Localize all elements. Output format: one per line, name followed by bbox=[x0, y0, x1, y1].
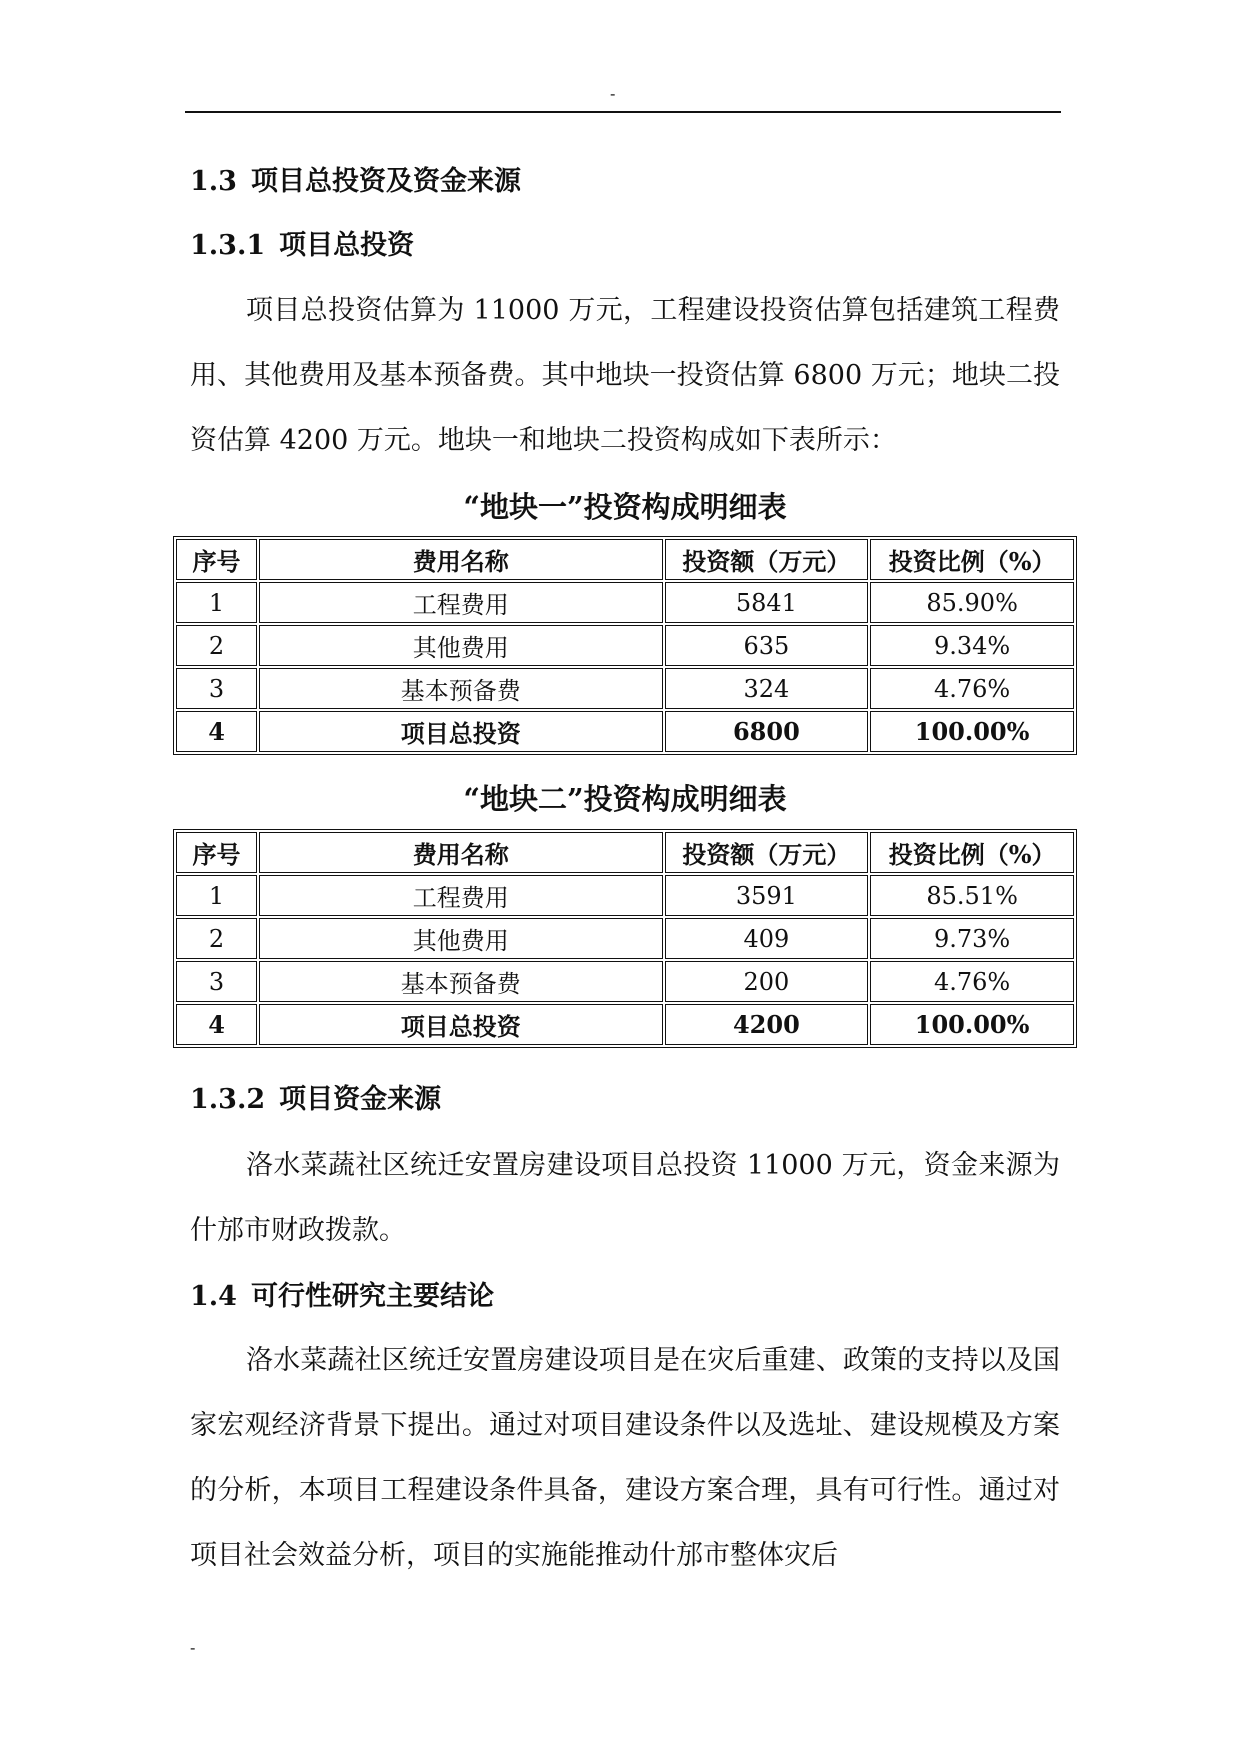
paragraph-funding-source: 洛水菜蔬社区统迁安置房建设项目总投资 11000 万元，资金来源为什邡市财政拨款。 bbox=[190, 1150, 1060, 1246]
table-cell: 3 bbox=[176, 961, 257, 1002]
header-mark: - bbox=[610, 84, 616, 103]
table-caption-plot-1: “地块一”投资构成明细表 bbox=[463, 490, 787, 524]
table-caption-plot-2: “地块二”投资构成明细表 bbox=[463, 782, 787, 816]
table-cell: 9.34% bbox=[870, 625, 1074, 666]
table-cell: 200 bbox=[665, 961, 869, 1002]
table-row bbox=[176, 625, 1074, 666]
section-number: 1.3 bbox=[190, 166, 237, 197]
section-heading-1-3 bbox=[190, 165, 521, 199]
section-number: 1.3.2 bbox=[190, 1084, 266, 1115]
paragraph-feasibility-conclusion: 洛水菜蔬社区统迁安置房建设项目是在灾后重建、政策的支持以及国家宏观经济背景下提出。通过对项目建设条件以及选址、建设规模及方案的分析，本项目工程建设条件具备，建设方案合理，具有可行性。通过对项目社会效益分析，项目的实施能推动什邡市整体灾后 bbox=[190, 1345, 1060, 1571]
table-cell: 工程费用 bbox=[259, 582, 662, 623]
table-total-row bbox=[176, 1004, 1074, 1045]
section-number: 1.4 bbox=[190, 1281, 237, 1312]
table-cell: 635 bbox=[665, 625, 869, 666]
table-cell: 基本预备费 bbox=[259, 961, 662, 1002]
table-cell: 6800 bbox=[665, 711, 869, 752]
column-header: 投资比例（%） bbox=[870, 832, 1074, 873]
investment-table-plot-2 bbox=[173, 829, 1077, 1048]
footer-mark: - bbox=[190, 1638, 196, 1657]
column-header: 序号 bbox=[176, 832, 257, 873]
table-cell: 9.73% bbox=[870, 918, 1074, 959]
section-title: 项目资金来源 bbox=[279, 1084, 442, 1115]
table-cell: 项目总投资 bbox=[259, 711, 662, 752]
column-header: 费用名称 bbox=[259, 832, 662, 873]
table-cell: 100.00% bbox=[870, 711, 1074, 752]
column-header: 投资额（万元） bbox=[665, 539, 869, 580]
table-cell: 4 bbox=[176, 711, 257, 752]
table-cell: 工程费用 bbox=[259, 875, 662, 916]
table-cell: 3591 bbox=[665, 875, 869, 916]
section-heading-1-3-1 bbox=[190, 229, 414, 263]
table-row bbox=[176, 918, 1074, 959]
table-cell: 2 bbox=[176, 918, 257, 959]
table-row bbox=[176, 961, 1074, 1002]
table-cell: 4200 bbox=[665, 1004, 869, 1045]
table-row bbox=[176, 582, 1074, 623]
table-cell: 100.00% bbox=[870, 1004, 1074, 1045]
table-cell: 其他费用 bbox=[259, 625, 662, 666]
table-cell: 409 bbox=[665, 918, 869, 959]
table-cell: 4.76% bbox=[870, 668, 1074, 709]
column-header: 费用名称 bbox=[259, 539, 662, 580]
table-cell: 1 bbox=[176, 582, 257, 623]
table-total-row bbox=[176, 711, 1074, 752]
investment-table-plot-1 bbox=[173, 536, 1077, 755]
table-cell: 5841 bbox=[665, 582, 869, 623]
table-cell: 324 bbox=[665, 668, 869, 709]
table-cell: 其他费用 bbox=[259, 918, 662, 959]
table-cell: 3 bbox=[176, 668, 257, 709]
column-header: 序号 bbox=[176, 539, 257, 580]
section-heading-1-4 bbox=[190, 1280, 494, 1314]
table-cell: 85.90% bbox=[870, 582, 1074, 623]
column-header: 投资额（万元） bbox=[665, 832, 869, 873]
column-header: 投资比例（%） bbox=[870, 539, 1074, 580]
section-number: 1.3.1 bbox=[190, 230, 266, 261]
paragraph-total-investment: 项目总投资估算为 11000 万元，工程建设投资估算包括建筑工程费用、其他费用及基本预备费。其中地块一投资估算 6800 万元；地块二投资估算 4200 万元。地块一和地块二投资构成如下表所示： bbox=[190, 295, 1060, 456]
section-heading-1-3-2 bbox=[190, 1083, 441, 1117]
section-title: 项目总投资及资金来源 bbox=[250, 166, 521, 197]
table-cell: 2 bbox=[176, 625, 257, 666]
table-header-row bbox=[176, 539, 1074, 580]
table-row bbox=[176, 668, 1074, 709]
table-cell: 1 bbox=[176, 875, 257, 916]
table-cell: 项目总投资 bbox=[259, 1004, 662, 1045]
table-cell: 85.51% bbox=[870, 875, 1074, 916]
section-title: 项目总投资 bbox=[279, 230, 415, 261]
table-cell: 基本预备费 bbox=[259, 668, 662, 709]
table-row bbox=[176, 875, 1074, 916]
section-title: 可行性研究主要结论 bbox=[250, 1281, 494, 1312]
header-rule bbox=[185, 111, 1061, 113]
table-cell: 4 bbox=[176, 1004, 257, 1045]
table-header-row bbox=[176, 832, 1074, 873]
table-cell: 4.76% bbox=[870, 961, 1074, 1002]
